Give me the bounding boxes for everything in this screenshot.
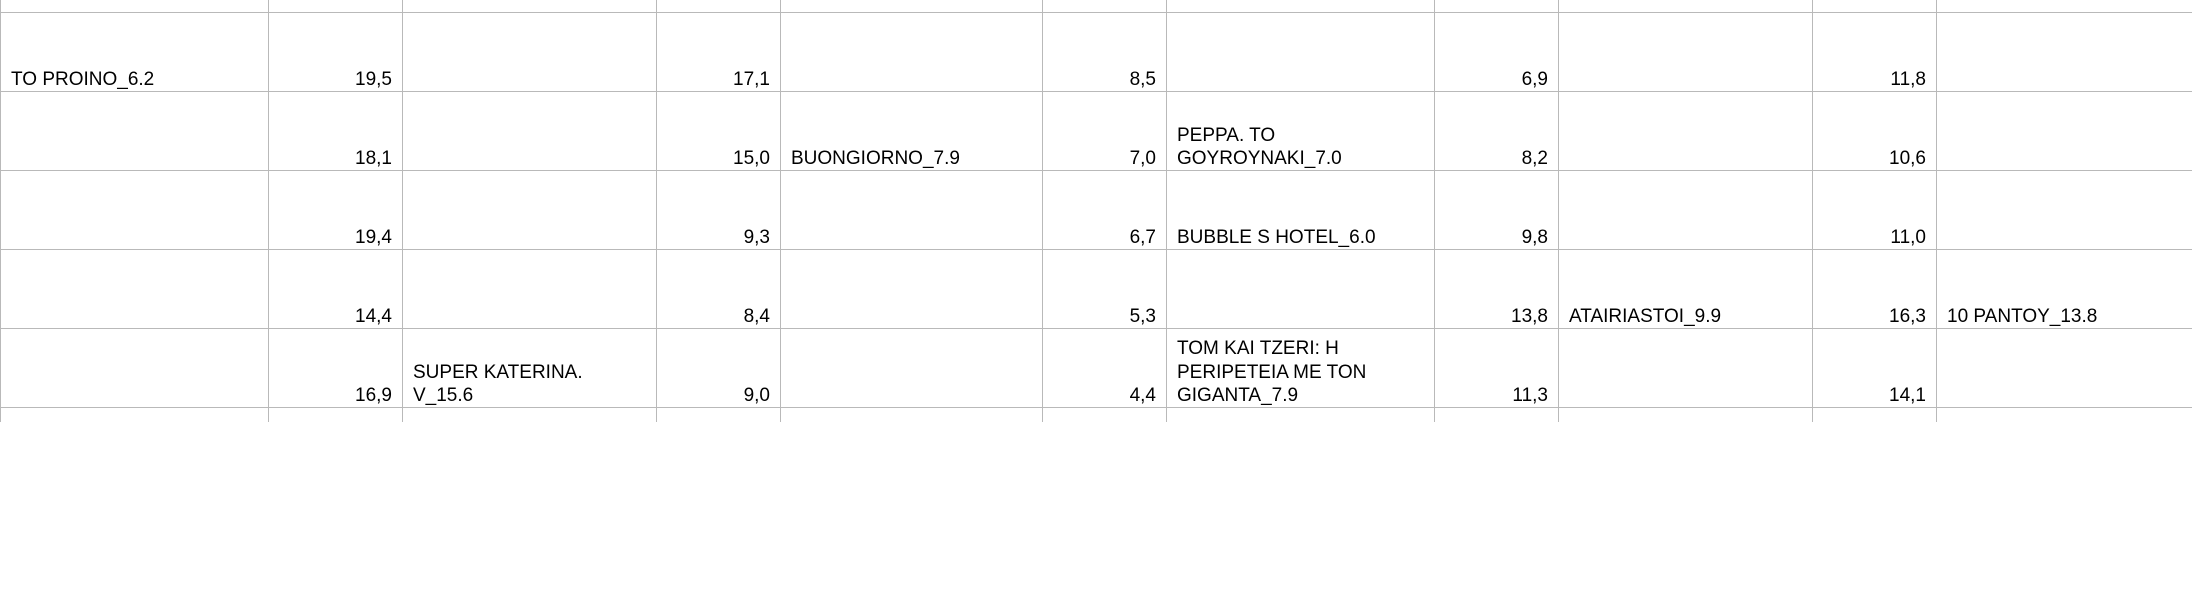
- program-name-cell[interactable]: [781, 408, 1043, 423]
- rating-cell[interactable]: 7,0: [1043, 92, 1167, 171]
- program-name-cell[interactable]: [781, 329, 1043, 408]
- program-name-cell[interactable]: [781, 250, 1043, 329]
- program-name-cell[interactable]: BUONGIORNO_7.9: [781, 92, 1043, 171]
- program-name-cell[interactable]: [1937, 329, 2192, 408]
- rating-cell[interactable]: 10,6: [1813, 92, 1937, 171]
- rating-cell[interactable]: [1043, 408, 1167, 423]
- rating-cell[interactable]: 16,9: [269, 329, 403, 408]
- program-name-cell[interactable]: [1, 92, 269, 171]
- rating-cell[interactable]: 9,3: [657, 171, 781, 250]
- table-row: [1, 0, 2192, 13]
- program-name-cell[interactable]: [1167, 13, 1435, 92]
- program-name-cell[interactable]: [403, 13, 657, 92]
- rating-cell[interactable]: 16,3: [1813, 250, 1937, 329]
- program-name-cell[interactable]: [1937, 92, 2192, 171]
- program-name-cell[interactable]: [1167, 250, 1435, 329]
- program-name-cell[interactable]: [403, 408, 657, 423]
- rating-cell[interactable]: 8,2: [1435, 92, 1559, 171]
- program-name-cell[interactable]: [1559, 0, 1813, 13]
- rating-cell[interactable]: [1435, 0, 1559, 13]
- program-name-cell[interactable]: [1167, 408, 1435, 423]
- rating-cell[interactable]: 8,4: [657, 250, 781, 329]
- table-row: [1, 250, 2192, 329]
- table-row: [1, 171, 2192, 250]
- program-name-cell[interactable]: [1559, 13, 1813, 92]
- table-row: [1, 329, 2192, 408]
- program-name-cell[interactable]: [1937, 408, 2192, 423]
- program-name-cell[interactable]: [1937, 0, 2192, 13]
- program-name-cell[interactable]: [1559, 171, 1813, 250]
- rating-cell[interactable]: [657, 408, 781, 423]
- program-name-cell[interactable]: 10 PANTOY_13.8: [1937, 250, 2192, 329]
- program-name-cell[interactable]: [1559, 92, 1813, 171]
- rating-cell[interactable]: 6,7: [1043, 171, 1167, 250]
- rating-cell[interactable]: 18,1: [269, 92, 403, 171]
- program-name-cell[interactable]: [1937, 171, 2192, 250]
- program-name-cell[interactable]: TO PROINO_6.2: [1, 13, 269, 92]
- rating-cell[interactable]: [1813, 408, 1937, 423]
- rating-cell[interactable]: [269, 0, 403, 13]
- program-name-cell[interactable]: BUBBLE S HOTEL_6.0: [1167, 171, 1435, 250]
- rating-cell[interactable]: 11,8: [1813, 13, 1937, 92]
- rating-cell[interactable]: 11,0: [1813, 171, 1937, 250]
- rating-cell[interactable]: [657, 0, 781, 13]
- program-name-cell[interactable]: [781, 171, 1043, 250]
- rating-cell[interactable]: [1813, 0, 1937, 13]
- program-name-cell[interactable]: [403, 250, 657, 329]
- program-name-cell[interactable]: [1, 329, 269, 408]
- program-name-cell[interactable]: PEPPA. TO GOYROYNAKI_7.0: [1167, 92, 1435, 171]
- program-name-cell[interactable]: [781, 0, 1043, 13]
- rating-cell[interactable]: 14,4: [269, 250, 403, 329]
- rating-cell[interactable]: 9,0: [657, 329, 781, 408]
- grid-body: [1, 0, 2192, 422]
- program-name-cell[interactable]: [1559, 408, 1813, 423]
- program-name-cell[interactable]: [781, 13, 1043, 92]
- rating-cell[interactable]: 13,8: [1435, 250, 1559, 329]
- program-name-cell[interactable]: TOM KAI TZERI: H PERIPETEIA ME TON GIGANTA_7.9: [1167, 329, 1435, 408]
- program-name-cell[interactable]: ATAIRIASTOI_9.9: [1559, 250, 1813, 329]
- program-name-cell[interactable]: [1, 250, 269, 329]
- program-name-cell[interactable]: [403, 92, 657, 171]
- program-name-cell[interactable]: [1, 0, 269, 13]
- rating-cell[interactable]: 6,9: [1435, 13, 1559, 92]
- rating-cell[interactable]: 4,4: [1043, 329, 1167, 408]
- program-name-cell[interactable]: [1, 171, 269, 250]
- table-row: [1, 408, 2192, 423]
- program-name-cell[interactable]: [1167, 0, 1435, 13]
- table-row: [1, 92, 2192, 171]
- program-name-cell[interactable]: [1559, 329, 1813, 408]
- rating-cell[interactable]: 9,8: [1435, 171, 1559, 250]
- program-name-cell[interactable]: [403, 0, 657, 13]
- program-name-cell[interactable]: SUPER KATERINA. V_15.6: [403, 329, 657, 408]
- rating-cell[interactable]: 15,0: [657, 92, 781, 171]
- program-name-cell[interactable]: [403, 171, 657, 250]
- rating-cell[interactable]: [1043, 0, 1167, 13]
- table-row: [1, 13, 2192, 92]
- rating-cell[interactable]: 19,4: [269, 171, 403, 250]
- rating-cell[interactable]: 19,5: [269, 13, 403, 92]
- program-name-cell[interactable]: [1937, 13, 2192, 92]
- rating-cell[interactable]: 17,1: [657, 13, 781, 92]
- program-name-cell[interactable]: [1, 408, 269, 423]
- rating-cell[interactable]: [1435, 408, 1559, 423]
- rating-cell[interactable]: 11,3: [1435, 329, 1559, 408]
- rating-cell[interactable]: 8,5: [1043, 13, 1167, 92]
- rating-cell[interactable]: 5,3: [1043, 250, 1167, 329]
- rating-cell[interactable]: [269, 408, 403, 423]
- rating-cell[interactable]: 14,1: [1813, 329, 1937, 408]
